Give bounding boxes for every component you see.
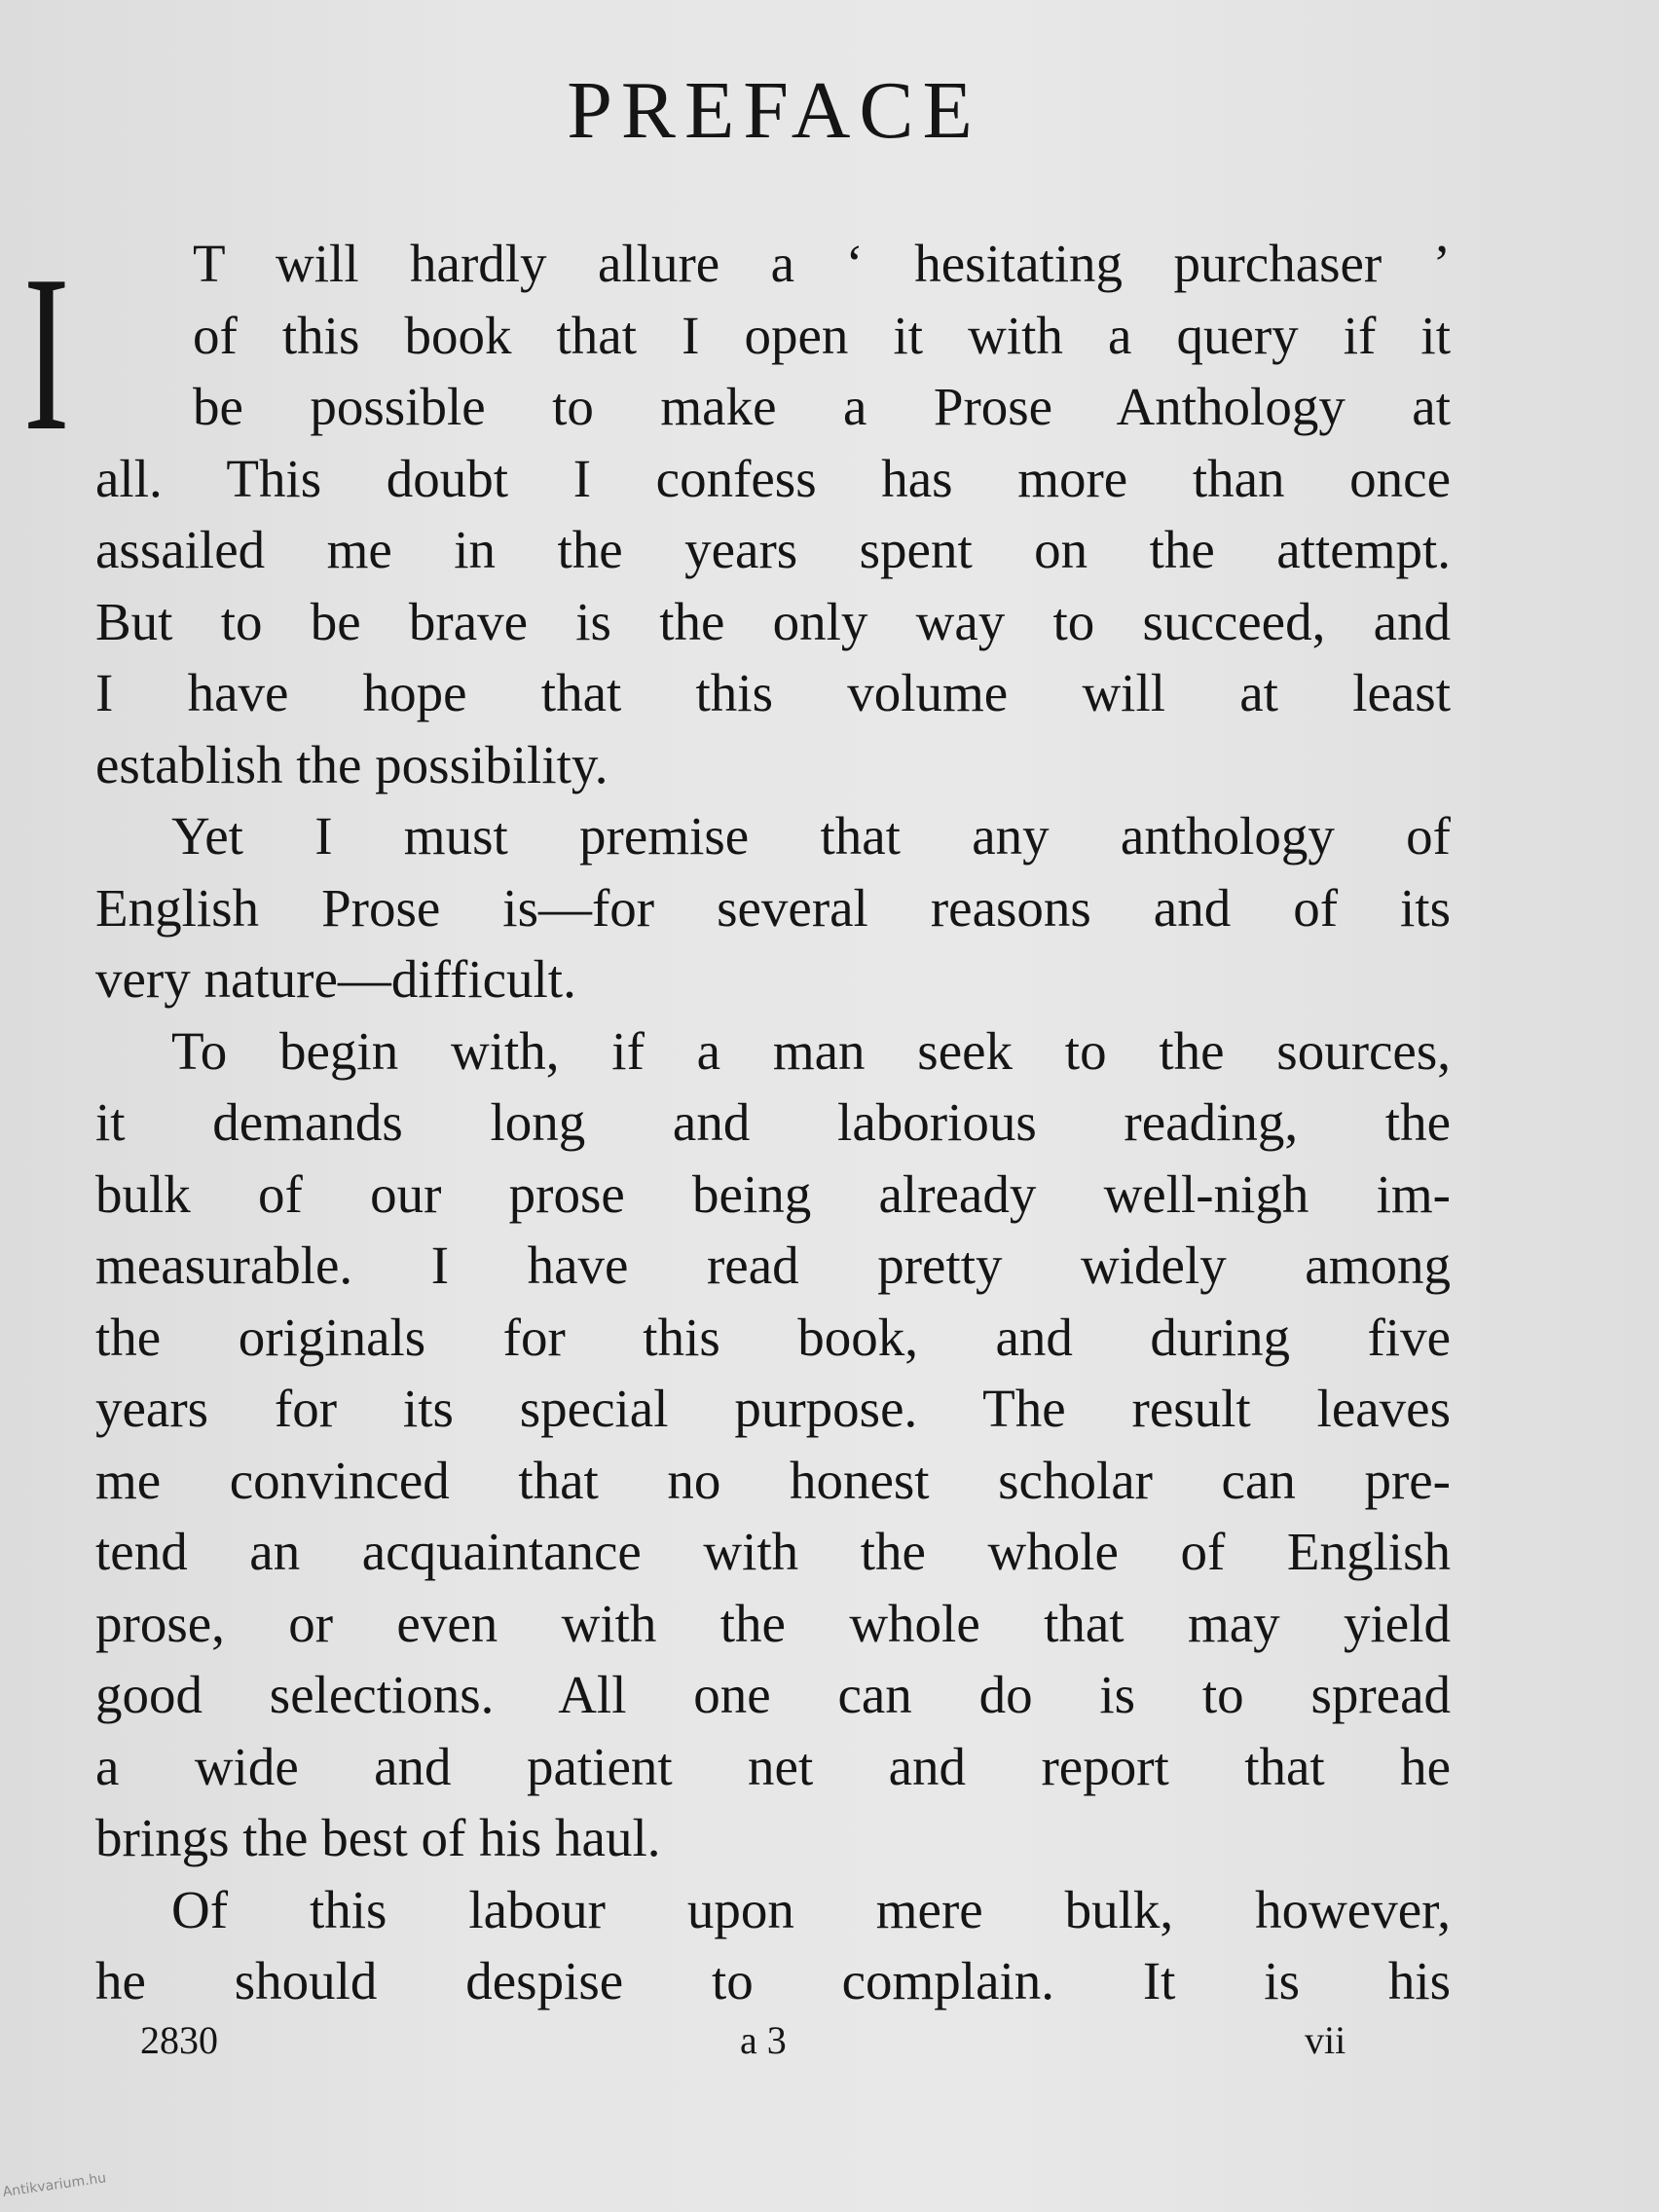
preface-body — [95, 228, 1451, 2017]
watermark: Antikvarium.hu — [1, 2170, 108, 2200]
text-line: tend an acquaintance with the whole of English — [95, 1522, 1451, 1581]
text-line: he should despise to complain. It is his — [95, 1951, 1451, 2010]
text-line: bulk of our prose being already well-nigh im- — [95, 1163, 1451, 1224]
text-line: all. This doubt I confess has more than once — [95, 448, 1451, 508]
text-line: I have hope that this volume will at least — [95, 663, 1451, 722]
text-line: assailed me in the years spent on the attempt. — [95, 520, 1451, 579]
text-line: T will hardly allure a ‘ hesitating purchaser ’ — [193, 234, 1451, 293]
text-line: Of this labour upon mere bulk, however, — [171, 1879, 1451, 1939]
text-line: a wide and patient net and report that he — [95, 1736, 1451, 1796]
drop-cap: I — [23, 229, 70, 477]
text-line: establish the possibility. — [95, 734, 608, 794]
text-line: measurable. I have read pretty widely among — [95, 1235, 1451, 1295]
text-line: the originals for this book, and during five — [95, 1307, 1451, 1367]
text-line: prose, or even with the whole that may yield — [95, 1593, 1451, 1653]
text-line: To begin with, if a man seek to the sources, — [171, 1020, 1451, 1081]
signature-mark: a 3 — [740, 2018, 787, 2062]
text-line: me convinced that no honest scholar can pre- — [95, 1450, 1451, 1510]
page-title: PREFACE — [567, 65, 981, 156]
text-line: very nature—difficult. — [95, 949, 576, 1009]
text-line: good selections. All one can do is to spread — [95, 1665, 1451, 1724]
text-line: English Prose is—for several reasons and of its — [95, 877, 1451, 938]
text-line: be possible to make a Prose Anthology at — [193, 377, 1451, 436]
signature-number: 2830 — [140, 2018, 218, 2062]
text-line: of this book that I open it with a query if it — [193, 305, 1451, 365]
text-line: it demands long and laborious reading, the — [95, 1092, 1451, 1152]
page-number: vii — [1305, 2018, 1346, 2062]
text-line: years for its special purpose. The result leaves — [95, 1379, 1451, 1438]
text-line: brings the best of his haul. — [95, 1808, 661, 1867]
text-line: Yet I must premise that any anthology of — [171, 806, 1451, 866]
text-line: But to be brave is the only way to succeed, and — [95, 591, 1451, 651]
